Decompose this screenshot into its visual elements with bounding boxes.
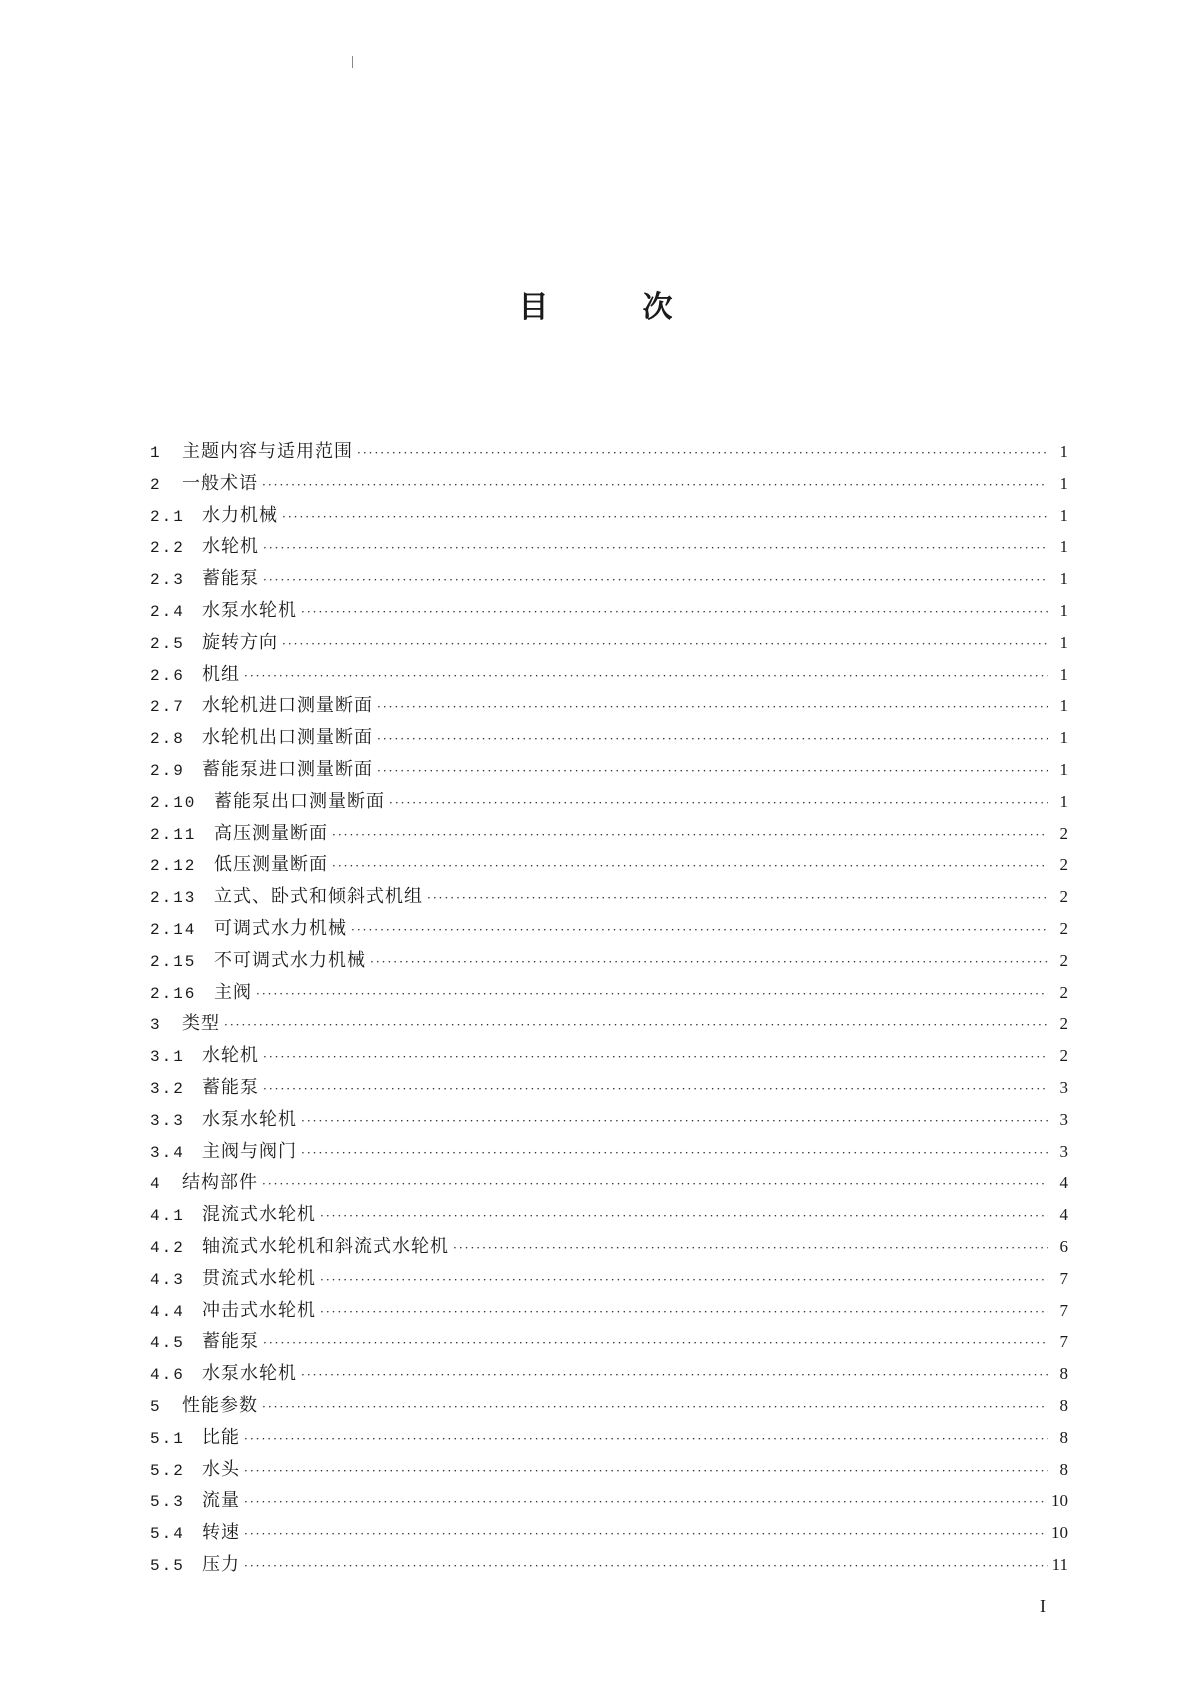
toc-entry-number: 2.14 (150, 920, 197, 939)
toc-entry-number: 2.6 (150, 666, 185, 685)
toc-entry-page: 1 (1059, 759, 1068, 779)
toc-entry-page: 2 (1059, 887, 1068, 907)
toc-entry-title: 蓄能泵 (202, 1331, 259, 1353)
toc-entry (150, 627, 1068, 659)
toc-entry-number: 2.4 (150, 602, 185, 621)
toc-entry-page: 2 (1059, 1046, 1068, 1066)
toc-entry-number: 4.3 (150, 1270, 185, 1289)
toc-entry-number: 2.8 (150, 730, 185, 749)
toc-entry-number: 5.5 (150, 1556, 185, 1575)
dot-leader (262, 1169, 1048, 1201)
dot-leader (332, 820, 1048, 852)
toc-entry (150, 1422, 1068, 1454)
toc-entry-page: 1 (1059, 664, 1068, 684)
dot-leader (427, 883, 1048, 915)
toc-entry-number: 5.2 (150, 1461, 185, 1480)
toc-entry-title: 冲击式水轮机 (202, 1299, 316, 1321)
toc-entry (150, 1263, 1068, 1295)
toc-entry-number: 1 (150, 444, 162, 462)
toc-entry (150, 531, 1068, 563)
toc-entry (150, 818, 1068, 850)
toc-entry-number: 4.5 (150, 1334, 185, 1353)
page-title (0, 282, 1191, 326)
dot-leader (244, 661, 1048, 693)
toc-entry-title: 水轮机出口测量断面 (202, 727, 373, 749)
toc-entry-title: 水轮机 (202, 1045, 259, 1067)
toc-entry-page: 2 (1059, 918, 1068, 938)
toc-entry-page: 1 (1059, 569, 1068, 589)
toc-entry-number: 2 (150, 475, 162, 494)
dot-leader (301, 597, 1048, 629)
toc-entry-page: 7 (1059, 1300, 1068, 1320)
toc-entry (150, 913, 1068, 945)
toc-entry (150, 722, 1068, 754)
toc-entry-page: 1 (1059, 505, 1068, 525)
toc-entry (150, 1231, 1068, 1263)
dot-leader (301, 1138, 1048, 1170)
dot-leader (263, 1042, 1048, 1074)
toc-entry-title: 高压测量断面 (214, 822, 328, 844)
dot-leader (357, 438, 1048, 470)
toc-entry-page: 8 (1059, 1395, 1068, 1415)
dot-leader (377, 724, 1048, 756)
toc-entry (150, 1454, 1068, 1486)
toc-entry-page: 8 (1059, 1364, 1068, 1384)
toc-entry-number: 2.16 (150, 984, 197, 1003)
dot-leader (332, 851, 1048, 883)
toc-entry-number: 2.10 (150, 793, 197, 812)
toc-entry (150, 1485, 1068, 1517)
toc-entry-title: 水头 (202, 1458, 240, 1480)
toc-entry-page: 2 (1059, 823, 1068, 843)
toc-entry-number: 2.13 (150, 889, 197, 908)
toc-entry (150, 468, 1068, 500)
toc-entry-title: 主阀 (214, 981, 252, 1003)
toc-entry-number: 4 (150, 1175, 162, 1194)
toc-entry-page: 1 (1059, 473, 1068, 493)
toc-entry-page: 7 (1059, 1268, 1068, 1288)
toc-entry (150, 1199, 1068, 1231)
toc-entry-number: 4.4 (150, 1302, 185, 1321)
toc-entry-number: 3.4 (150, 1143, 185, 1162)
dot-leader (263, 1328, 1048, 1360)
toc-entry (150, 1040, 1068, 1072)
toc-entry-title: 类型 (182, 1013, 220, 1035)
toc-entry-page: 4 (1059, 1205, 1068, 1225)
toc-entry (150, 1549, 1068, 1581)
toc-entry-title: 蓄能泵出口测量断面 (214, 790, 385, 812)
toc-entry-title: 蓄能泵 (202, 568, 259, 590)
toc-entry-page: 2 (1059, 982, 1068, 1002)
toc-entry-number: 2.11 (150, 825, 197, 844)
toc-entry (150, 881, 1068, 913)
toc-entry-title: 轴流式水轮机和斜流式水轮机 (202, 1235, 449, 1257)
title-char-2: 次 (642, 290, 673, 325)
toc-entry-title: 不可调式水力机械 (214, 949, 366, 971)
toc-entry (150, 1358, 1068, 1390)
dot-leader (256, 979, 1048, 1011)
dot-leader (263, 565, 1048, 597)
toc-entry-number: 5 (150, 1397, 162, 1416)
dot-leader (244, 1424, 1048, 1456)
dot-leader (320, 1297, 1048, 1329)
toc-entry-title: 水力机械 (202, 504, 278, 526)
toc-entry-page: 1 (1059, 728, 1068, 748)
toc-entry (150, 690, 1068, 722)
toc-entry (150, 595, 1068, 627)
toc-entry-number: 4.1 (150, 1207, 185, 1226)
toc-entry-title: 可调式水力机械 (214, 917, 347, 939)
toc-entry-title: 性能参数 (182, 1394, 258, 1416)
dot-leader (282, 502, 1048, 534)
dot-leader (262, 1392, 1048, 1424)
toc-entry-number: 2.12 (150, 857, 197, 876)
table-of-contents (150, 436, 1068, 1581)
toc-entry-page: 3 (1059, 1077, 1068, 1097)
toc-entry (150, 436, 1068, 468)
dot-leader (453, 1233, 1048, 1265)
dot-leader (377, 692, 1048, 724)
toc-entry-page: 1 (1059, 632, 1068, 652)
toc-entry-page: 4 (1059, 1173, 1068, 1193)
toc-entry-number: 3.2 (150, 1079, 185, 1098)
dot-leader (351, 915, 1048, 947)
title-char-1: 目 (518, 290, 549, 325)
toc-entry-title: 机组 (202, 663, 240, 685)
toc-entry-page: 2 (1059, 950, 1068, 970)
toc-entry-title: 水泵水轮机 (202, 1363, 297, 1385)
toc-entry-number: 2.2 (150, 539, 185, 558)
dot-leader (244, 1519, 1047, 1551)
toc-entry (150, 563, 1068, 595)
toc-entry (150, 786, 1068, 818)
toc-entry-number: 2.1 (150, 507, 185, 526)
scan-mark (352, 56, 353, 68)
toc-entry-number: 2.5 (150, 634, 185, 653)
toc-entry (150, 1517, 1068, 1549)
toc-entry-title: 旋转方向 (202, 631, 278, 653)
toc-entry-title: 流量 (202, 1490, 240, 1512)
toc-entry-title: 主题内容与适用范围 (182, 441, 353, 462)
toc-entry-title: 压力 (202, 1553, 240, 1575)
toc-entry (150, 500, 1068, 532)
dot-leader (320, 1265, 1048, 1297)
toc-entry-title: 水轮机进口测量断面 (202, 695, 373, 717)
dot-leader (389, 788, 1048, 820)
toc-entry-number: 4.6 (150, 1366, 185, 1385)
toc-entry-page: 3 (1059, 1109, 1068, 1129)
toc-entry (150, 977, 1068, 1009)
toc-entry-title: 水轮机 (202, 536, 259, 558)
toc-entry (150, 1136, 1068, 1168)
toc-entry-title: 水泵水轮机 (202, 599, 297, 621)
toc-entry-number: 5.3 (150, 1493, 185, 1512)
toc-entry-page: 1 (1059, 696, 1068, 716)
dot-leader (301, 1360, 1048, 1392)
dot-leader (370, 947, 1048, 979)
dot-leader (244, 1487, 1047, 1519)
toc-entry-title: 结构部件 (182, 1172, 258, 1194)
toc-entry (150, 1104, 1068, 1136)
toc-entry-number: 2.9 (150, 761, 185, 780)
dot-leader (320, 1201, 1048, 1233)
toc-entry-number: 2.7 (150, 698, 185, 717)
toc-entry-page: 8 (1059, 1459, 1068, 1479)
toc-entry-title: 一般术语 (182, 472, 258, 494)
toc-entry (150, 1326, 1068, 1358)
toc-entry-title: 水泵水轮机 (202, 1108, 297, 1130)
toc-entry-title: 贯流式水轮机 (202, 1267, 316, 1289)
dot-leader (224, 1010, 1048, 1042)
dot-leader (244, 1551, 1048, 1583)
toc-entry-number: 2.15 (150, 952, 197, 971)
toc-entry-page: 1 (1059, 442, 1068, 461)
dot-leader (301, 1106, 1048, 1138)
toc-entry-title: 混流式水轮机 (202, 1204, 316, 1226)
toc-entry-page: 6 (1059, 1236, 1068, 1256)
toc-entry-number: 3.1 (150, 1048, 185, 1067)
dot-leader (262, 470, 1048, 502)
toc-entry (150, 1167, 1068, 1199)
toc-entry-number: 5.1 (150, 1429, 185, 1448)
toc-entry (150, 849, 1068, 881)
toc-entry (150, 754, 1068, 786)
toc-entry-page: 10 (1051, 1491, 1068, 1511)
toc-entry-number: 3 (150, 1016, 162, 1035)
toc-entry-title: 立式、卧式和倾斜式机组 (214, 886, 423, 908)
toc-entry-title: 低压测量断面 (214, 854, 328, 876)
page-number: I (1040, 1596, 1046, 1616)
toc-entry-page: 1 (1059, 791, 1068, 811)
toc-entry-title: 蓄能泵进口测量断面 (202, 758, 373, 780)
toc-entry-page: 1 (1059, 537, 1068, 557)
toc-entry-page: 10 (1051, 1523, 1068, 1543)
toc-entry-page: 1 (1059, 600, 1068, 620)
dot-leader (263, 1074, 1048, 1106)
toc-entry-page: 3 (1059, 1141, 1068, 1161)
toc-entry-page: 11 (1051, 1554, 1068, 1574)
toc-entry-page: 8 (1059, 1427, 1068, 1447)
toc-entry-title: 比能 (202, 1426, 240, 1448)
toc-entry-number: 2.3 (150, 571, 185, 590)
toc-entry-number: 3.3 (150, 1111, 185, 1130)
toc-entry-title: 主阀与阀门 (202, 1140, 297, 1162)
toc-entry-title: 转速 (202, 1522, 240, 1544)
toc-entry (150, 1008, 1068, 1040)
toc-entry (150, 1295, 1068, 1327)
toc-entry-page: 2 (1059, 855, 1068, 875)
toc-entry (150, 1072, 1068, 1104)
toc-entry-page: 2 (1059, 1014, 1068, 1034)
dot-leader (377, 756, 1048, 788)
toc-entry (150, 945, 1068, 977)
toc-entry-number: 4.2 (150, 1238, 185, 1257)
toc-entry (150, 1390, 1068, 1422)
toc-entry (150, 659, 1068, 691)
toc-entry-number: 5.4 (150, 1525, 185, 1544)
dot-leader (282, 629, 1048, 661)
dot-leader (244, 1456, 1048, 1488)
toc-entry-title: 蓄能泵 (202, 1076, 259, 1098)
dot-leader (263, 533, 1048, 565)
toc-entry-page: 7 (1059, 1332, 1068, 1352)
